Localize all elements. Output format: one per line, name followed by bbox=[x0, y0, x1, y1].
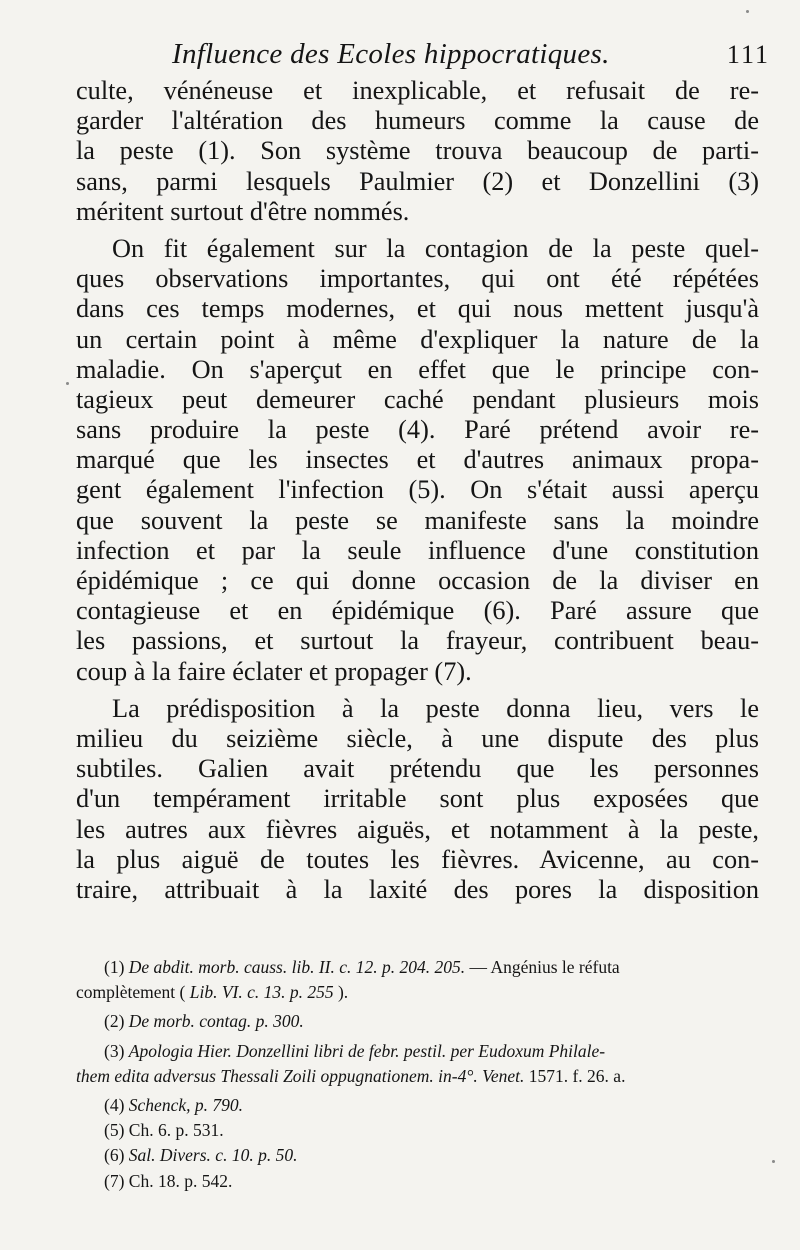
footnote-citation: them edita adversus Thessali Zoili oppugnationem. in-4°. Venet. bbox=[76, 1065, 525, 1086]
text-line: d'un tempérament irritable sont plus exposées que bbox=[76, 784, 759, 814]
paper-speck bbox=[772, 1160, 775, 1163]
text-line: maladie. On s'aperçut en effet que le principe con- bbox=[76, 354, 759, 384]
running-title: Influence des Ecoles hippocratiques. bbox=[172, 38, 610, 70]
text-line: marqué que les insectes et d'autres animaux propa- bbox=[76, 445, 759, 475]
footnote-citation: De abdit. morb. causs. lib. II. c. 12. p. 204. 205. bbox=[128, 957, 466, 977]
footnote-text: complètement ( bbox=[76, 982, 190, 1003]
footnote-text: — Angénius le réfuta bbox=[465, 957, 620, 977]
text-line: traire, attribuait à la laxité des pores la disposition bbox=[76, 874, 759, 904]
text-line: les passions, et surtout la frayeur, contribuent beau- bbox=[76, 626, 759, 656]
text-line: La prédisposition à la peste donna lieu, vers le bbox=[112, 693, 759, 723]
footnote-marker: (5) bbox=[104, 1120, 125, 1141]
footnote-marker: (7) bbox=[104, 1170, 125, 1191]
footnote-citation: Apologia Hier. Donzellini libri de febr. pestil. per Eudoxum Philale- bbox=[128, 1040, 606, 1061]
text-line: contagieuse et en épidémique (6). Paré assure que bbox=[76, 596, 759, 626]
paper-speck bbox=[746, 10, 749, 13]
text-line: la plus aiguë de toutes les fièvres. Avicenne, au con- bbox=[76, 844, 759, 874]
footnote-3 bbox=[76, 1039, 766, 1089]
footnote-text: Ch. 18. p. 542. bbox=[128, 1170, 233, 1191]
paper-speck bbox=[66, 382, 69, 385]
footnote-text: 1571. f. 26. a. bbox=[524, 1065, 626, 1086]
text-line: que souvent la peste se manifeste sans la moindre bbox=[76, 505, 759, 535]
footnote-citation: Schenck, p. 790. bbox=[128, 1094, 243, 1115]
footnote-6 bbox=[76, 1143, 766, 1168]
text-line: coup à la faire éclater et propager (7). bbox=[76, 656, 472, 686]
text-line: sans, parmi lesquels Paulmier (2) et Donzellini (3) bbox=[76, 166, 759, 196]
page-header bbox=[172, 38, 770, 78]
text-line: On fit également sur la contagion de la peste quel- bbox=[112, 233, 759, 263]
footnote-marker: (6) bbox=[104, 1145, 125, 1166]
text-line: sans produire la peste (4). Paré prétend avoir re- bbox=[76, 415, 759, 445]
text-line: ques observations importantes, qui ont été répétées bbox=[76, 264, 759, 294]
footnote-marker: (4) bbox=[104, 1094, 125, 1115]
text-line: épidémique ; ce qui donne occasion de la diviser en bbox=[76, 566, 759, 595]
text-line: méritent surtout d'être nommés. bbox=[76, 196, 410, 226]
footnote-citation: Sal. Divers. c. 10. p. 50. bbox=[128, 1145, 298, 1166]
text-line: gent également l'infection (5). On s'était aussi aperçu bbox=[76, 475, 759, 505]
footnote-text: Ch. 6. p. 531. bbox=[128, 1120, 224, 1141]
footnote-marker: (3) bbox=[104, 1040, 125, 1061]
paragraph-1 bbox=[76, 76, 759, 227]
text-line: les autres aux fièvres aiguës, et notamment à la peste, bbox=[76, 814, 759, 844]
footnote-text: ). bbox=[333, 982, 349, 1003]
footnote-4 bbox=[76, 1093, 766, 1118]
footnote-marker: (2) bbox=[104, 1011, 125, 1032]
text-line: culte, vénéneuse et inexplicable, et refusait de re- bbox=[76, 76, 759, 105]
footnote-7 bbox=[76, 1169, 766, 1194]
paragraph-2 bbox=[76, 234, 759, 687]
text-line: dans ces temps modernes, et qui nous mettent jusqu'à bbox=[76, 294, 759, 324]
text-line: milieu du seizième siècle, à une dispute des plus bbox=[76, 723, 759, 753]
footnote-5 bbox=[76, 1118, 766, 1143]
footnotes bbox=[76, 955, 766, 1194]
text-line: un certain point à même d'expliquer la nature de la bbox=[76, 324, 759, 354]
footnote-citation: Lib. VI. c. 13. p. 255 bbox=[189, 982, 334, 1003]
footnote-citation: De morb. contag. p. 300. bbox=[128, 1011, 304, 1032]
footnote-1 bbox=[76, 955, 766, 1005]
footnote-marker: (1) bbox=[104, 957, 125, 977]
text-line: la peste (1). Son système trouva beaucoup de parti- bbox=[76, 136, 759, 166]
text-line: garder l'altération des humeurs comme la cause de bbox=[76, 106, 759, 136]
footnote-2 bbox=[76, 1009, 766, 1034]
body-text bbox=[76, 76, 759, 905]
text-line: subtiles. Galien avait prétendu que les personnes bbox=[76, 754, 759, 784]
page-number: 111 bbox=[726, 40, 770, 69]
text-line: infection et par la seule influence d'une constitution bbox=[76, 535, 759, 565]
paragraph-3 bbox=[76, 694, 759, 905]
text-line: tagieux peut demeurer caché pendant plusieurs mois bbox=[76, 384, 759, 414]
